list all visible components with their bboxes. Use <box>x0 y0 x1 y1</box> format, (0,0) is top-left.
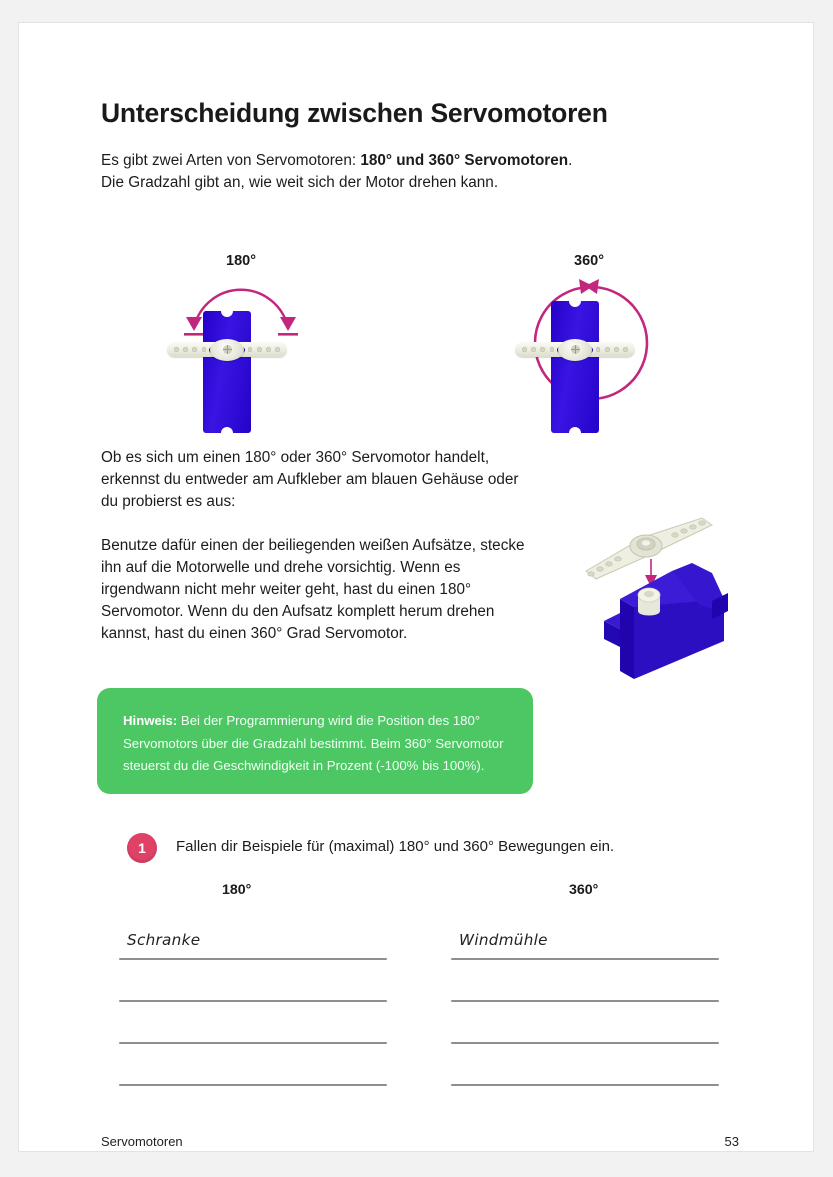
hint-label: Hinweis: <box>123 713 178 728</box>
footer-page-number: 53 <box>724 1134 739 1149</box>
answer-column-caption-360: 360° <box>569 882 599 898</box>
diagram-180-caption: 180° <box>226 253 256 269</box>
diagram-360 <box>489 253 689 443</box>
answer-line-right-4[interactable] <box>451 1084 719 1086</box>
task-number-badge: 1 <box>127 833 157 863</box>
page-title: Unterscheidung zwischen Servomotoren <box>101 98 608 128</box>
servo-notch-bottom <box>569 427 581 439</box>
servo-body-180 <box>203 311 251 433</box>
answer-line-right-3[interactable] <box>451 1042 719 1044</box>
answer-line-left-4[interactable] <box>119 1084 387 1086</box>
task-instruction: Fallen dir Beispiele für (maximal) 180° und 360° Bewegungen ein. <box>176 838 615 855</box>
intro-line1-bold: 180° und 360° Servomotoren <box>360 152 569 169</box>
footer-chapter-label: Servomotoren <box>101 1134 183 1149</box>
answer-line-left-1[interactable] <box>119 958 387 960</box>
servo-exploded-illustration <box>574 513 764 683</box>
horn-hub <box>558 339 592 361</box>
servo-notch-bottom <box>221 427 233 439</box>
servo-3d-icon <box>574 513 764 683</box>
servo-body-360 <box>551 301 599 433</box>
body-paragraph-2: Benutze dafür einen der beiliegenden weißen Aufsätze, stecke ihn auf die Motorwelle und drehe vorsichtig. Wenn es irgendwann nicht mehr weiter geht, hast du einen 180° Servomotor. Wenn du den Aufsatz komplett herum drehen kannst, hast du einen 360° Grad Servomotor. <box>101 537 525 642</box>
answer-line-right-2[interactable] <box>451 1000 719 1002</box>
answer-line-left-3[interactable] <box>119 1042 387 1044</box>
answer-line-left-2[interactable] <box>119 1000 387 1002</box>
servo-notch-top <box>221 305 233 317</box>
intro-paragraph <box>101 150 572 194</box>
servo-horn-360 <box>515 342 635 357</box>
servo-horn-180 <box>167 342 287 357</box>
intro-line1-post: . <box>568 152 573 169</box>
hint-text: Bei der Programmierung wird die Position des 180° Servomotors über die Gradzahl bestimmt. Beim 360° Servomotor steuerst du die Geschwindigkeit in Prozent (-100% bis 100%). <box>123 713 504 773</box>
answer-line-right-1[interactable] <box>451 958 719 960</box>
answer-column-caption-180: 180° <box>222 882 252 898</box>
horn-hub <box>210 339 244 361</box>
answer-right-1[interactable]: Windmühle <box>459 931 548 949</box>
intro-line1-pre: Es gibt zwei Arten von Servomotoren: <box>101 152 361 169</box>
answer-left-1[interactable]: Schranke <box>127 931 201 949</box>
servo-shaft-3d <box>638 588 660 616</box>
intro-line2: Die Gradzahl gibt an, wie weit sich der Motor drehen kann. <box>101 174 499 191</box>
diagram-360-caption: 360° <box>574 253 604 269</box>
document-page <box>18 22 814 1152</box>
servo-case-3d <box>604 563 728 679</box>
diagram-180 <box>141 253 341 443</box>
hint-box <box>97 688 533 794</box>
body-paragraph-1: Ob es sich um einen 180° oder 360° Servomotor handelt, erkennst du entweder am Aufkleber am blauen Gehäuse oder du probierst es aus: <box>101 449 519 510</box>
servo-notch-top <box>569 295 581 307</box>
